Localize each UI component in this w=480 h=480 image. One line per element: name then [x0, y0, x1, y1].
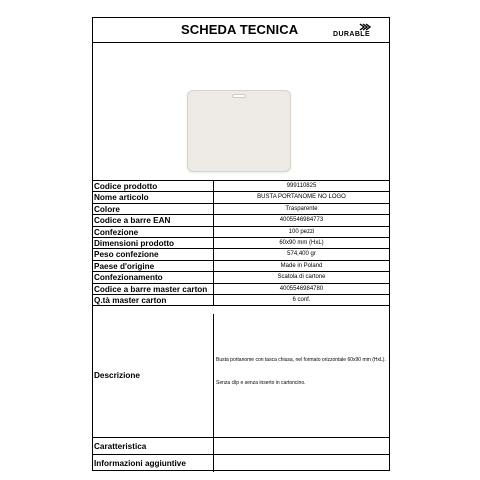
informazioni-value [213, 455, 389, 472]
spec-value: Made in Poland [213, 261, 389, 271]
spec-row-master-qty [93, 295, 389, 306]
caratteristica-row [93, 438, 389, 455]
spec-label: Nome articolo [94, 193, 149, 203]
spec-value: 6 conf. [213, 295, 389, 305]
spec-label: Paese d'origine [94, 261, 155, 271]
description-paragraph: Senza clip e senza inserto in cartoncino. [216, 380, 306, 386]
spec-row-master-ean [93, 284, 389, 295]
spec-value: 100 pezzi [213, 227, 389, 237]
spec-row-colore [93, 204, 389, 215]
spec-value: Scatola di cartone [213, 272, 389, 282]
spec-label: Peso confezione [94, 250, 159, 260]
description-paragraph: Busta portanome con tasca chiusa, nel formato orizzontale 60x90 mm (HxL). [216, 357, 386, 363]
spec-label: Colore [94, 204, 120, 214]
badge-holder-picture [187, 90, 291, 172]
informazioni-label: Informazioni aggiuntive [94, 459, 186, 468]
spec-label: Dimensioni prodotto [94, 238, 175, 248]
brand-logo [333, 23, 387, 39]
sheet-header [93, 18, 389, 43]
spec-label: Confezionamento [94, 273, 163, 283]
sheet-title: SCHEDA TECNICA [181, 22, 299, 37]
badge-hanging-slot [232, 94, 246, 98]
data-sheet [92, 17, 390, 471]
spec-value: 4005546984780 [213, 284, 389, 294]
spec-label: Codice a barre EAN [94, 216, 171, 226]
informazioni-row [93, 455, 389, 472]
brand-name: DURABLE [333, 31, 371, 38]
brand-chevron-icon [359, 23, 371, 31]
spec-value: 4005546984773 [213, 215, 389, 225]
spec-value: 60x90 mm (HxL) [213, 238, 389, 248]
spec-table [93, 181, 389, 306]
spec-row-peso [93, 249, 389, 260]
spec-label: Confezione [94, 227, 139, 237]
spec-row-nome-articolo [93, 192, 389, 203]
spec-value: 999110825 [213, 181, 389, 191]
spec-value: 574,400 gr [213, 249, 389, 259]
description-row [93, 314, 389, 438]
spec-value: BUSTA PORTANOME NO LOGO [213, 192, 389, 202]
spec-row-paese [93, 261, 389, 272]
spec-value: Trasparente [213, 204, 389, 214]
spec-label: Codice a barre master carton [94, 284, 208, 294]
description-text [213, 314, 389, 437]
spec-row-dimensioni [93, 238, 389, 249]
caratteristica-value [213, 438, 389, 454]
spec-row-confezionamento [93, 272, 389, 283]
description-label: Descrizione [94, 371, 140, 380]
spec-label: Q.tà master carton [94, 295, 167, 305]
spec-label: Codice prodotto [94, 182, 158, 191]
spec-row-confezione [93, 227, 389, 238]
spec-row-codice-prodotto [93, 181, 389, 192]
product-image [93, 43, 389, 181]
spec-row-ean [93, 215, 389, 226]
caratteristica-label: Caratteristica [94, 442, 147, 451]
